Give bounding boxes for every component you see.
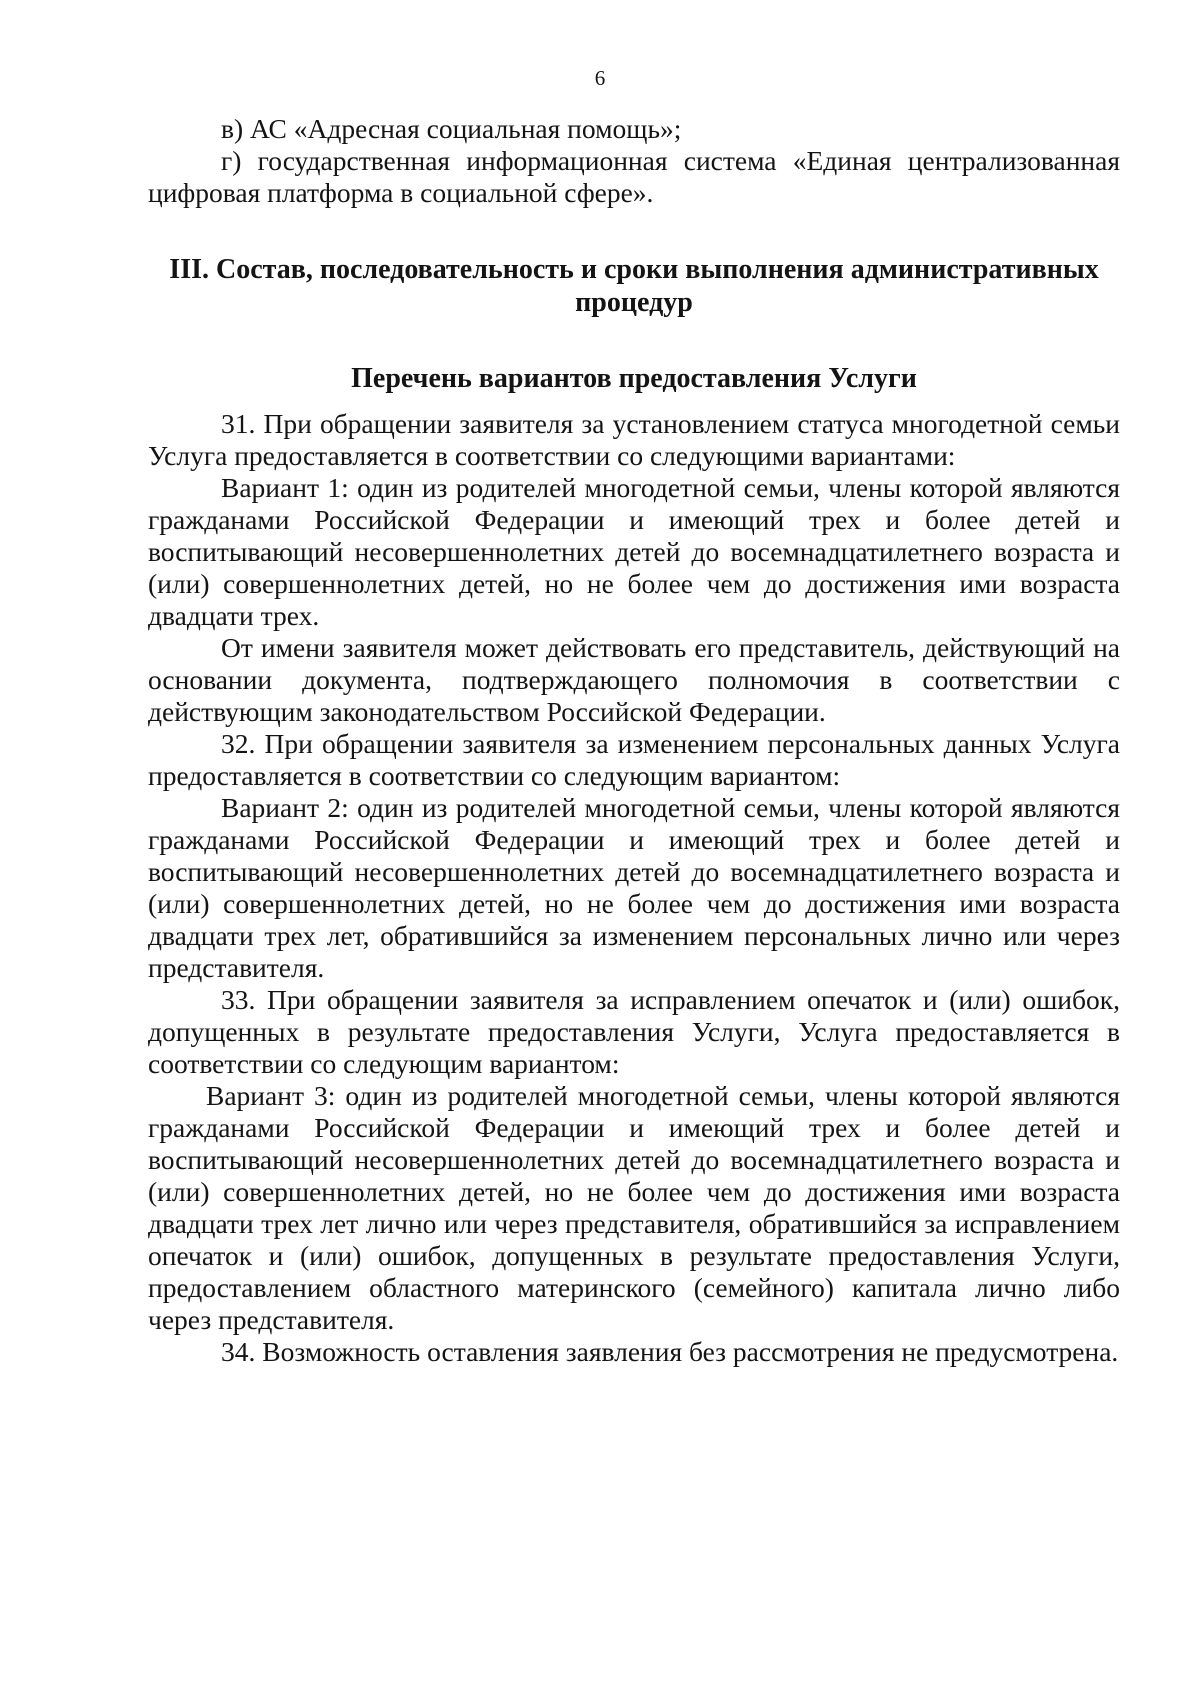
list-item-v: в) АС «Адресная социальная помощь»; <box>221 113 682 144</box>
list-item-g: г) государственная информационная система «Единая централизованная цифровая платформа в социальной сфере». <box>148 145 1120 208</box>
paragraph-32: 32. При обращении заявителя за изменением персональных данных Услуга предоставляется в соответствии со следующим вариантом: <box>148 728 1120 791</box>
section-title: III. Состав, последовательность и сроки выполнения административных процедур <box>169 254 1099 318</box>
paragraph-variant-1: Вариант 1: один из родителей многодетной семьи, члены которой являются гражданами Российской Федерации и имеющий трех и более детей и воспитывающий несовершеннолетних детей до восемнадцатилетнего возраста и (или) совершеннолетних детей, но не более чем до достижения ими возраста двадцати трех. <box>148 472 1120 631</box>
document-body <box>148 113 1120 1368</box>
paragraph-variant-2: Вариант 2: один из родителей многодетной семьи, члены которой являются гражданами Российской Федерации и имеющий трех и более детей и воспитывающий несовершеннолетних детей до восемнадцатилетнего возраста и (или) совершеннолетних детей, но не более чем до достижения ими возраста двадцати трех лет, обратившийся за изменением персональных лично или через представителя. <box>148 792 1120 983</box>
paragraph-representative: От имени заявителя может действовать его представитель, действующий на основании документа, подтверждающего полномочия в соответствии с действующим законодательством Российской Федерации. <box>148 632 1120 727</box>
paragraph-variant-3: Вариант 3: один из родителей многодетной семьи, члены которой являются гражданами Российской Федерации и имеющий трех и более детей и воспитывающий несовершеннолетних детей до восемнадцатилетнего возраста и (или) совершеннолетних детей, но не более чем до достижения ими возраста двадцати трех лет лично или через представителя, обратившийся за исправлением опечаток и (или) ошибок, допущенных в результате предоставления Услуги, предоставлением областного материнского (семейного) капитала лично либо через представителя. <box>148 1080 1120 1335</box>
paragraph-34: 34. Возможность оставления заявления без рассмотрения не предусмотрена. <box>221 1336 1119 1367</box>
subsection-title: Перечень вариантов предоставления Услуги <box>351 363 917 394</box>
page-number: 6 <box>594 66 606 90</box>
paragraph-31: 31. При обращении заявителя за установлением статуса многодетной семьи Услуга предоставляется в соответствии со следующими вариантами: <box>148 408 1120 471</box>
paragraph-33: 33. При обращении заявителя за исправлением опечаток и (или) ошибок, допущенных в результате предоставления Услуги, Услуга предоставляется в соответствии со следующим вариантом: <box>148 984 1120 1079</box>
